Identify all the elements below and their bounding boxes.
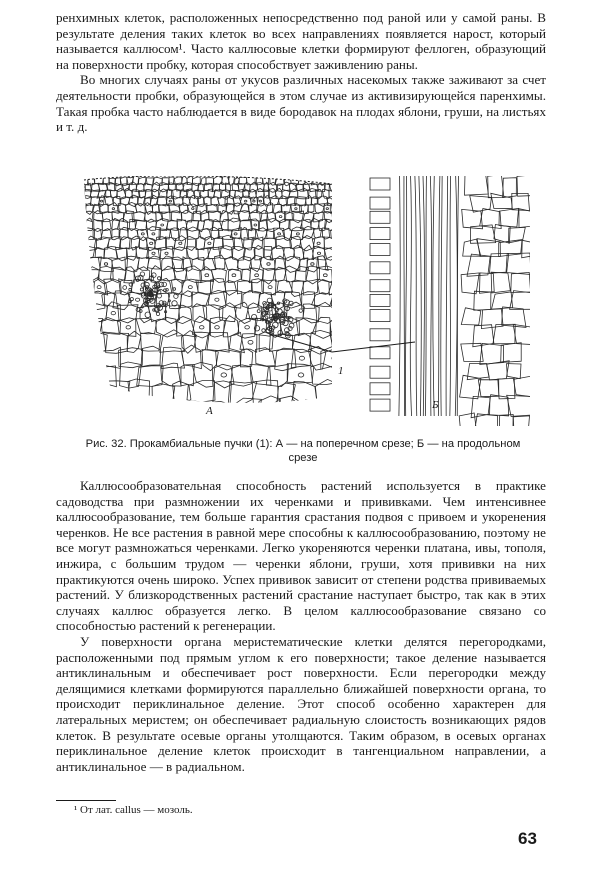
- cell-nucleus: [337, 224, 340, 226]
- cell: [119, 348, 143, 368]
- cell: [74, 177, 82, 185]
- footnote: ¹ От лат. callus — мозоль.: [74, 804, 193, 816]
- panel-a-label: А: [206, 405, 213, 417]
- cell-nucleus: [100, 200, 102, 202]
- parenchyma-cell: [511, 272, 530, 292]
- cell: [81, 318, 103, 336]
- cell: [332, 267, 347, 283]
- cell: [235, 178, 240, 184]
- bundle-cell: [267, 298, 272, 303]
- paragraph: Каллюсообразовательная способность растений используется в практике садоводства при размножении их черенками и прививками. Чем интенсивнее каллюсообразование, тем больше гарантия срастания подвоя с привоем и укоренения черенков. Не все растения в равной мере способны к каллюсообразованию, поэтому не все могут размножаться черенками. Легко укореняются черенки платана, ивы, тополя, инжира, с большим трудом — черенки яблони, груши, хотя прививки на них практикуются очень широко. Успех прививок зависит от степени родства прививаемых растений. У близкородственных растений срастание наступает быстро, так как в этих случаях каллюс образуется легко. В целом каллюсообразование связано со способностью растений к регенерации.: [56, 478, 546, 634]
- procambial-strand: [399, 176, 400, 416]
- cell: [187, 237, 196, 251]
- parenchyma-cell: [492, 292, 513, 309]
- paragraph: У поверхности органа меристематические клетки делятся перегородками, расположенными под прямым углом к его поверхности; такое деление называется антиклинальным и обеспечивает рост поверхности. Если перегородки между делящимися клетками формируются параллельно ближайшей поверхности органа, то происходит периклинальное деление. Этот способ особенно характерен для латеральных меристем; он обеспечивает радиальную слоистость возникающих рядов клеток. В результате осевые органы утолщаются. Таким образом, в осевых органах периклинальное деление клеток происходит в тангенциальном направлении, а антиклинальное — в радиальном.: [56, 633, 546, 774]
- cell-nucleus: [255, 274, 259, 277]
- cell: [318, 196, 328, 206]
- cell: [336, 380, 358, 406]
- cell-nucleus: [215, 298, 219, 301]
- elongated-cell: [370, 310, 390, 322]
- parenchyma-cell: [513, 416, 530, 426]
- parenchyma-cell: [460, 375, 481, 399]
- elongated-cell: [370, 211, 390, 223]
- bundle-cell: [129, 288, 132, 291]
- procambial-strand: [446, 176, 448, 416]
- procambial-strand: [419, 176, 421, 416]
- bundle-cell: [166, 289, 169, 292]
- cell: [275, 188, 282, 198]
- cell: [153, 178, 162, 186]
- panel-b-label: Б: [432, 399, 439, 411]
- cell-nucleus: [126, 326, 131, 329]
- cell: [225, 257, 239, 270]
- cell: [100, 347, 120, 368]
- cell: [335, 190, 344, 197]
- procambial-strand: [423, 176, 425, 416]
- parenchyma-cell: [522, 240, 530, 257]
- cell: [166, 304, 180, 323]
- cell: [336, 183, 343, 192]
- parenchyma-cell: [461, 308, 481, 325]
- bundle-cell: [123, 286, 127, 290]
- parenchyma-cell: [491, 193, 513, 208]
- cell-nucleus: [253, 200, 255, 202]
- procambial-strand: [405, 176, 406, 416]
- cell-nucleus: [323, 274, 327, 277]
- callout-label: 1: [338, 365, 344, 377]
- cell-nucleus: [205, 274, 209, 277]
- cell: [334, 247, 349, 260]
- cell-nucleus: [336, 216, 339, 218]
- cell: [315, 379, 338, 406]
- cell-nucleus: [136, 298, 140, 301]
- cell: [256, 348, 276, 366]
- cell: [178, 401, 203, 426]
- cell-nucleus: [295, 208, 297, 210]
- page-number: 63: [518, 829, 537, 848]
- cell: [290, 219, 302, 230]
- cell: [152, 384, 175, 407]
- cell-nucleus: [254, 224, 257, 226]
- cell: [192, 362, 213, 387]
- cell-nucleus: [326, 208, 328, 210]
- cell: [331, 227, 343, 238]
- cell-nucleus: [248, 340, 253, 344]
- cell-nucleus: [221, 373, 227, 377]
- cell: [332, 220, 342, 231]
- figure-caption: Рис. 32. Прокамбиальные пучки (1): А — на поперечном срезе; Б — на продольном срезе: [85, 438, 521, 464]
- cell: [75, 269, 89, 284]
- parenchyma-cell: [514, 376, 531, 397]
- procambial-strand: [438, 176, 440, 416]
- cell-nucleus: [97, 286, 101, 289]
- cell: [76, 304, 89, 321]
- cell: [161, 363, 181, 386]
- cell: [72, 398, 99, 426]
- cell-nucleus: [192, 208, 194, 210]
- cell-nucleus: [245, 326, 250, 329]
- cell: [113, 399, 134, 426]
- elongated-cell: [370, 383, 390, 395]
- cell-nucleus: [298, 373, 304, 377]
- parenchyma-cell: [506, 253, 530, 275]
- cell: [173, 381, 191, 405]
- bundle-cell: [262, 329, 265, 332]
- cell-nucleus: [232, 274, 236, 277]
- cell: [137, 396, 157, 426]
- bundle-cell: [153, 309, 155, 311]
- cell: [302, 226, 314, 238]
- bundle-cell: [272, 329, 274, 331]
- procambial-strand: [450, 176, 451, 416]
- elongated-cell: [370, 347, 390, 359]
- cell: [335, 304, 353, 322]
- cell: [292, 281, 305, 296]
- cell: [206, 178, 214, 185]
- cell: [100, 381, 130, 407]
- elongated-cell: [370, 178, 390, 190]
- paragraph: Во многих случаях раны от укусов различных насекомых также заживают за счет деятельности пробки, образующейся в этом случае из активизирующейся паренхимы. Такая пробка часто наблюдается в виде бородавок на плодах яблони, груши, на листьях и т. д.: [56, 72, 546, 135]
- paragraph: ренхимных клеток, расположенных непосредственно под раной или у самой раны. В результате деления таких клеток во всех направлениях появляется нарост, который называется каллюсом¹. Часто каллюсовые клетки формируют феллоген, образующий на поверхности пробку, которая способствует заживлению раны.: [56, 10, 546, 72]
- cell: [78, 292, 90, 310]
- cell-nucleus: [104, 263, 107, 266]
- cell-nucleus: [141, 233, 144, 235]
- cell-nucleus: [208, 242, 211, 244]
- cell-nucleus: [150, 242, 153, 244]
- cell: [98, 366, 116, 387]
- cell-nucleus: [161, 224, 164, 226]
- cell-nucleus: [152, 252, 155, 254]
- parenchyma-cell: [478, 380, 499, 397]
- cell: [331, 290, 349, 306]
- bundle-cell: [257, 310, 260, 313]
- cell: [78, 183, 85, 192]
- cell: [273, 204, 281, 213]
- cell-nucleus: [296, 233, 299, 235]
- cell: [71, 361, 99, 386]
- cell: [264, 238, 276, 250]
- elongated-cell: [370, 197, 390, 209]
- figure-32: [70, 176, 530, 426]
- parenchyma-cell: [487, 361, 510, 380]
- cell: [306, 400, 331, 426]
- callout-line: [332, 342, 415, 352]
- parenchyma-cell: [465, 176, 489, 195]
- cell: [223, 316, 239, 337]
- procambial-strand: [455, 176, 457, 416]
- cell: [141, 346, 161, 367]
- cell: [262, 268, 275, 284]
- cell-nucleus: [278, 233, 281, 235]
- procambial-strand: [404, 176, 405, 416]
- cell: [318, 280, 332, 295]
- cell: [81, 246, 95, 258]
- cell-nucleus: [199, 326, 204, 329]
- panel-a-cross-section: [71, 176, 360, 426]
- cell-nucleus: [343, 373, 349, 377]
- elongated-cell: [370, 294, 390, 306]
- cell-nucleus: [169, 200, 171, 202]
- elongated-cell: [370, 262, 390, 274]
- footnote-rule: [56, 800, 116, 801]
- cell-nucleus: [79, 242, 82, 244]
- cell: [74, 256, 86, 270]
- parenchyma-cell: [503, 178, 517, 198]
- procambial-strand: [415, 176, 417, 416]
- bundle-cell: [173, 288, 176, 291]
- cell: [338, 177, 346, 184]
- cell-nucleus: [152, 233, 155, 235]
- cell-nucleus: [317, 242, 320, 244]
- cell: [74, 330, 93, 352]
- parenchyma-cell: [488, 395, 509, 416]
- parenchyma-cell: [474, 414, 498, 426]
- cell-nucleus: [179, 242, 182, 244]
- parenchyma-cell: [494, 225, 510, 244]
- procambial-strand: [425, 176, 426, 416]
- cell: [84, 345, 103, 370]
- elongated-cell: [370, 244, 390, 256]
- cell-nucleus: [332, 356, 337, 360]
- cell: [188, 227, 200, 239]
- figure-illustration: [70, 176, 530, 426]
- bottom-text: [56, 478, 546, 774]
- bundle-cell: [156, 312, 159, 315]
- cell: [152, 402, 178, 422]
- cell-nucleus: [268, 286, 272, 289]
- bundle-cell: [130, 298, 133, 301]
- cell-nucleus: [82, 410, 88, 415]
- cell: [336, 258, 345, 271]
- cell-nucleus: [245, 200, 247, 202]
- cell-nucleus: [80, 274, 84, 277]
- cell: [134, 267, 150, 281]
- cell-nucleus: [259, 200, 261, 202]
- cell: [335, 237, 347, 250]
- elongated-cell: [370, 366, 390, 378]
- bundle-cell: [272, 331, 274, 333]
- cell: [329, 279, 344, 295]
- top-text: [56, 10, 546, 135]
- cell: [146, 219, 157, 230]
- cell-nucleus: [165, 252, 168, 254]
- cell: [127, 331, 141, 352]
- cell: [80, 381, 102, 403]
- panel-b-longitudinal-section: [370, 176, 530, 426]
- cell: [332, 400, 351, 423]
- cell-nucleus: [279, 216, 282, 218]
- cell: [242, 269, 251, 283]
- cell-nucleus: [112, 208, 114, 210]
- procambial-strand: [433, 176, 434, 416]
- cell-nucleus: [299, 356, 304, 360]
- cell-nucleus: [267, 263, 270, 266]
- cell: [194, 190, 200, 198]
- cell-nucleus: [111, 311, 115, 314]
- parenchyma-cell: [519, 209, 530, 228]
- cell: [86, 267, 99, 282]
- elongated-cell: [370, 228, 390, 240]
- cell: [337, 196, 344, 206]
- cell: [75, 219, 87, 231]
- cell: [77, 278, 95, 295]
- bundle-cell: [158, 277, 161, 280]
- cell: [332, 210, 341, 221]
- elongated-cell: [370, 329, 390, 341]
- cell: [216, 350, 241, 370]
- parenchyma-cell: [463, 239, 481, 256]
- cell-nucleus: [215, 326, 220, 329]
- procambial-strand: [410, 176, 411, 416]
- elongated-cell: [370, 280, 390, 292]
- cell: [74, 202, 87, 214]
- cell: [78, 211, 86, 221]
- parenchyma-cell: [481, 309, 503, 329]
- cell-nucleus: [234, 233, 237, 235]
- cell: [276, 236, 292, 249]
- cell: [285, 266, 296, 282]
- procambial-strand: [430, 176, 431, 416]
- bundle-cell: [136, 279, 138, 281]
- procambial-strand: [457, 176, 458, 416]
- parenchyma-cell: [513, 324, 530, 344]
- cell: [74, 236, 87, 249]
- cell: [256, 396, 281, 423]
- cell-nucleus: [311, 263, 314, 266]
- cell: [76, 190, 84, 199]
- bundle-cell: [267, 306, 270, 309]
- procambial-strand: [441, 176, 442, 416]
- bundle-cell: [299, 309, 302, 312]
- cell-nucleus: [317, 252, 320, 254]
- cell-nucleus: [188, 286, 192, 289]
- cell: [112, 257, 126, 270]
- bundle-cell: [140, 288, 143, 291]
- cell: [309, 330, 333, 354]
- bundle-cell: [145, 288, 147, 290]
- cell: [330, 318, 347, 339]
- bundle-cell: [252, 314, 257, 319]
- parenchyma-cell: [499, 208, 519, 227]
- parenchyma-cell: [459, 413, 476, 426]
- cell: [94, 399, 115, 425]
- parenchyma-cell: [467, 364, 489, 380]
- cell: [331, 176, 337, 184]
- elongated-cell: [370, 399, 390, 411]
- cell: [312, 317, 331, 338]
- cell: [293, 381, 318, 407]
